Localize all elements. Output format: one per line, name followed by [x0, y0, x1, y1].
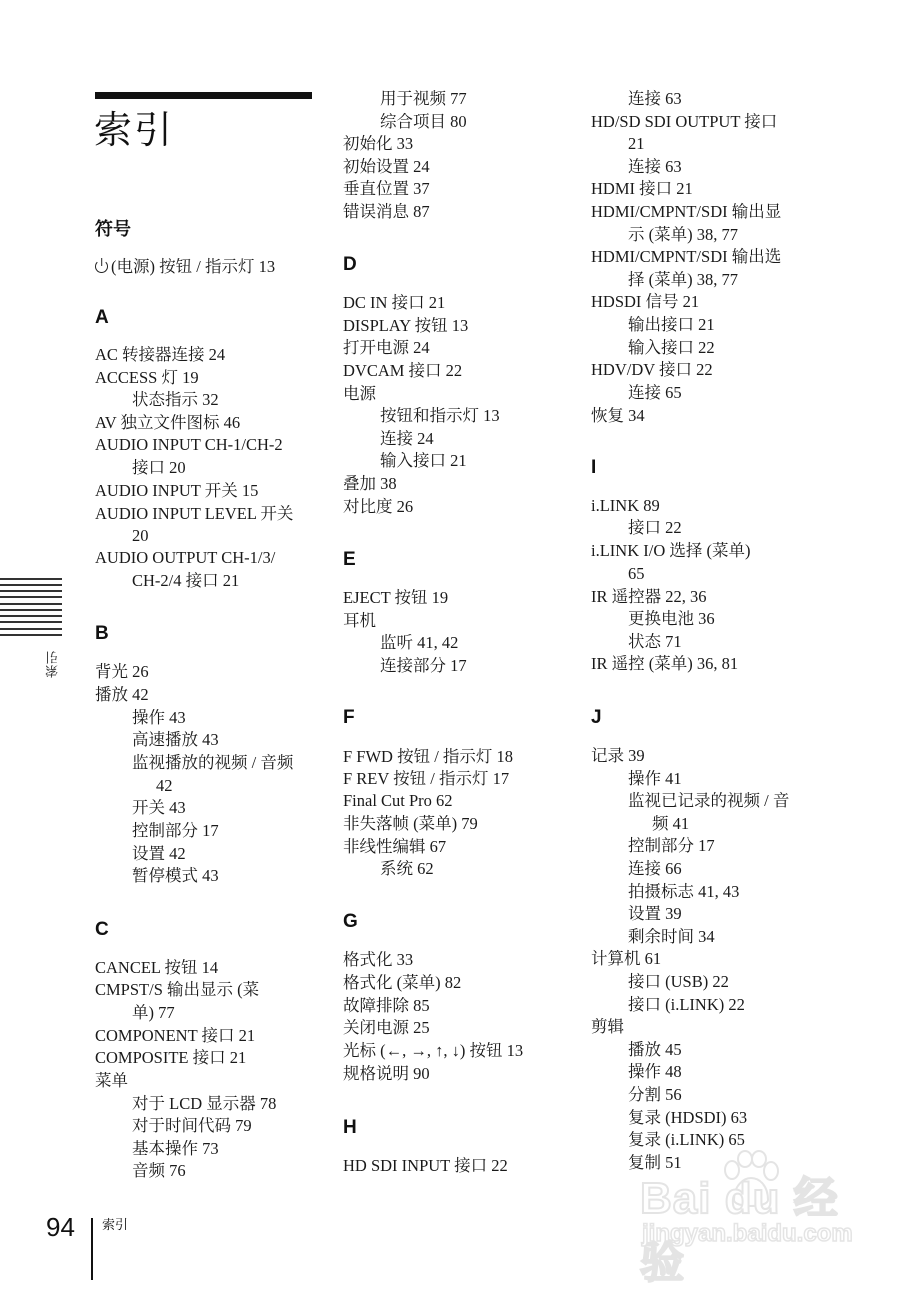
index-subentry	[628, 337, 715, 359]
entry-text: AC 转接器连接 24	[95, 345, 226, 364]
index-entry	[343, 201, 430, 223]
section-header: H	[343, 1117, 357, 1138]
entry-text: 操作 48	[628, 1062, 682, 1081]
index-subentry	[628, 1039, 682, 1061]
index-entry	[343, 610, 376, 632]
title-rule	[95, 92, 312, 99]
index-subentry	[628, 835, 715, 857]
index-subentry	[628, 1152, 682, 1174]
index-entry	[343, 133, 413, 155]
index-subentry	[380, 88, 467, 110]
index-subentry	[628, 269, 738, 291]
entry-text: HDSDI 信号 21	[591, 292, 700, 311]
entry-text: 状态指示 32	[132, 390, 219, 409]
index-entry	[343, 292, 445, 314]
section-header: I	[591, 457, 597, 478]
entry-text: 恢复 34	[591, 406, 645, 425]
entry-text: 用于视频 77	[380, 89, 467, 108]
index-subentry	[132, 843, 186, 865]
section-header: F	[343, 707, 355, 728]
entry-text: 状态 71	[628, 632, 682, 651]
entry-text: 输入接口 21	[380, 451, 467, 470]
index-entry	[95, 684, 149, 706]
index-subentry	[628, 903, 682, 925]
index-entry	[591, 745, 645, 767]
index-entry	[95, 979, 259, 1001]
index-entry	[95, 661, 149, 683]
entry-text: COMPOSITE 接口 21	[95, 1048, 247, 1067]
index-subentry	[628, 224, 738, 246]
index-entry	[95, 957, 218, 979]
index-entry	[591, 653, 738, 675]
entry-text: IR 遥控器 22, 36	[591, 587, 707, 606]
entry-text: AUDIO INPUT LEVEL 开关	[95, 504, 294, 523]
index-subentry	[628, 881, 739, 903]
entry-text: 设置 39	[628, 904, 682, 923]
entry-text: 连接 65	[628, 383, 682, 402]
entry-text: Final Cut Pro 62	[343, 791, 453, 810]
margin-tab-label: 索引	[46, 650, 61, 678]
index-entry	[343, 1063, 430, 1085]
index-subentry	[628, 1107, 747, 1129]
index-subentry	[380, 632, 458, 654]
entry-text: F FWD 按钮 / 指示灯 18	[343, 747, 514, 766]
index-entry	[343, 337, 430, 359]
entry-text: 菜单	[95, 1071, 128, 1090]
entry-text: 系统 62	[380, 859, 434, 878]
section-header: G	[343, 911, 358, 932]
entry-text: HDMI/CMPNT/SDI 输出选	[591, 247, 782, 266]
entry-text: 连接 66	[628, 859, 682, 878]
index-entry	[343, 1017, 430, 1039]
index-subentry	[628, 994, 745, 1016]
entry-text: HD SDI INPUT 接口 22	[343, 1156, 508, 1175]
margin-thumb-tab	[0, 578, 62, 638]
index-entry	[591, 948, 661, 970]
entry-text: 更换电池 36	[628, 609, 715, 628]
entry-text: IR 遥控 (菜单) 36, 81	[591, 654, 739, 673]
index-subentry	[628, 1084, 682, 1106]
entry-text: COMPONENT 接口 21	[95, 1026, 256, 1045]
index-subentry	[132, 389, 219, 411]
entry-text: 垂直位置 37	[343, 179, 430, 198]
entry-text: DISPLAY 按钮 13	[343, 316, 469, 335]
section-header: J	[591, 707, 602, 728]
index-entry	[343, 1040, 523, 1062]
entry-text: 初始化 33	[343, 134, 414, 153]
entry-text: DC IN 接口 21	[343, 293, 446, 312]
entry-text: 接口 (USB) 22	[628, 972, 729, 991]
index-subentry	[132, 457, 186, 479]
entry-text: 故障排除 85	[343, 996, 430, 1015]
index-subentry	[132, 1160, 186, 1182]
index-entry	[95, 1025, 255, 1047]
entry-text: 42	[156, 776, 173, 795]
index-entry	[95, 344, 225, 366]
index-entry	[95, 1047, 246, 1069]
index-entry	[591, 291, 699, 313]
entry-text: 开关 43	[132, 798, 186, 817]
index-entry	[343, 836, 446, 858]
index-entry	[343, 383, 376, 405]
entry-text: CMPST/S 输出显示 (菜	[95, 980, 260, 999]
index-entry	[343, 768, 509, 790]
entry-text: 输入接口 22	[628, 338, 715, 357]
entry-text: CH-2/4 接口 21	[132, 571, 240, 590]
index-entry	[343, 746, 513, 768]
entry-text: 连接 63	[628, 157, 682, 176]
entry-text: i.LINK I/O 选择 (菜单)	[591, 541, 751, 560]
entry-text: 择 (菜单) 38, 77	[628, 270, 738, 289]
index-subentry	[628, 1061, 682, 1083]
entry-text: 关闭电源 25	[343, 1018, 430, 1037]
index-subentry	[132, 797, 186, 819]
index-subentry	[628, 790, 789, 812]
entry-text: (电源) 按钮 / 指示灯 13	[111, 257, 276, 276]
index-subentry	[628, 133, 645, 155]
entry-text: 监听 41, 42	[380, 633, 459, 652]
watermark-url: jingyan.baidu.com	[642, 1220, 853, 1247]
index-subentry	[132, 525, 149, 547]
index-entry	[591, 246, 781, 268]
index-subentry	[132, 707, 186, 729]
entry-text: 耳机	[343, 611, 376, 630]
index-entry	[343, 496, 413, 518]
entry-text: 控制部分 17	[132, 821, 219, 840]
entry-text: 基本操作 73	[132, 1139, 219, 1158]
paw-logo-icon	[718, 1150, 782, 1210]
index-entry	[95, 1070, 128, 1092]
index-entry	[95, 480, 258, 502]
index-entry	[343, 949, 413, 971]
entry-text: 播放 45	[628, 1040, 682, 1059]
index-subentry	[380, 111, 467, 133]
index-entry	[591, 201, 781, 223]
index-subentry	[380, 450, 467, 472]
entry-text: ACCESS 灯 19	[95, 368, 199, 387]
index-subentry	[628, 563, 645, 585]
entry-text: 对比度 26	[343, 497, 414, 516]
entry-text: 操作 41	[628, 769, 682, 788]
index-entry	[343, 587, 448, 609]
section-header: A	[95, 307, 109, 328]
index-entry	[95, 367, 199, 389]
index-entry	[343, 315, 468, 337]
index-entry	[95, 547, 275, 569]
entry-text: AUDIO OUTPUT CH-1/3/	[95, 548, 276, 567]
index-entry	[591, 1016, 624, 1038]
index-entry	[343, 972, 461, 994]
entry-text: 单) 77	[132, 1003, 175, 1022]
index-entry	[95, 434, 283, 456]
index-entry	[343, 813, 478, 835]
index-entry	[591, 495, 660, 517]
index-subentry	[628, 156, 682, 178]
entry-text: 设置 42	[132, 844, 186, 863]
entry-text: CANCEL 按钮 14	[95, 958, 219, 977]
entry-text: AUDIO INPUT CH-1/CH-2	[95, 435, 283, 454]
entry-text: 背光 26	[95, 662, 149, 681]
entry-text: 电源	[343, 384, 376, 403]
entry-text: 操作 43	[132, 708, 186, 727]
entry-text: HD/SD SDI OUTPUT 接口	[591, 112, 778, 131]
footer-divider	[91, 1218, 93, 1280]
entry-text: 初始设置 24	[343, 157, 430, 176]
index-subentry	[132, 752, 293, 774]
index-subentry	[628, 768, 682, 790]
entry-text: HDMI 接口 21	[591, 179, 693, 198]
entry-text: 拍摄标志 41, 43	[628, 882, 740, 901]
section-header: 符号	[95, 219, 131, 240]
page-number: 94	[46, 1212, 75, 1242]
index-subentry	[132, 729, 219, 751]
index-entry	[591, 405, 645, 427]
entry-text: 20	[132, 526, 149, 545]
index-entry	[591, 540, 750, 562]
index-entry	[95, 503, 293, 525]
entry-text: 21	[628, 134, 645, 153]
entry-text: 打开电源 24	[343, 338, 430, 357]
index-subentry	[628, 382, 682, 404]
index-subentry	[380, 858, 434, 880]
entry-text: 接口 22	[628, 518, 682, 537]
entry-text: 暂停模式 43	[132, 866, 219, 885]
index-subentry	[628, 858, 682, 880]
entry-text: 计算机 61	[591, 949, 662, 968]
index-subentry	[380, 655, 467, 677]
index-subentry	[132, 1093, 276, 1115]
entry-text: HDV/DV 接口 22	[591, 360, 713, 379]
entry-text: 综合项目 80	[380, 112, 467, 131]
entry-text: 非失落帧 (菜单) 79	[343, 814, 478, 833]
index-entry	[591, 111, 777, 133]
section-header: D	[343, 254, 357, 275]
entry-text: i.LINK 89	[591, 496, 660, 515]
entry-text: 连接 63	[628, 89, 682, 108]
footer-section-label: 索引	[102, 1218, 129, 1233]
entry-text: 连接 24	[380, 429, 434, 448]
index-entry	[95, 412, 240, 434]
index-subentry	[628, 517, 682, 539]
index-entry	[343, 156, 430, 178]
index-entry	[343, 473, 397, 495]
entry-text: 叠加 38	[343, 474, 397, 493]
entry-text: 频 41	[652, 814, 690, 833]
section-header: E	[343, 549, 356, 570]
index-subentry	[628, 926, 715, 948]
section-header: C	[95, 919, 109, 940]
index-subentry	[132, 865, 219, 887]
page-title: 索引	[94, 108, 175, 152]
entry-text: AUDIO INPUT 开关 15	[95, 481, 259, 500]
index-entry	[95, 256, 275, 278]
index-entry	[343, 995, 430, 1017]
entry-text: 剩余时间 34	[628, 927, 715, 946]
index-subentry	[132, 1115, 252, 1137]
entry-text: 监视已记录的视频 / 音	[628, 791, 790, 810]
entry-text: 格式化 (菜单) 82	[343, 973, 462, 992]
entry-text: 复录 (i.LINK) 65	[628, 1130, 745, 1149]
index-entry	[591, 178, 693, 200]
index-subentry	[132, 1002, 175, 1024]
entry-text: 控制部分 17	[628, 836, 715, 855]
index-entry	[343, 1155, 508, 1177]
entry-text: 分割 56	[628, 1085, 682, 1104]
entry-text: 复录 (HDSDI) 63	[628, 1108, 748, 1127]
index-entry	[591, 359, 713, 381]
index-subentry	[132, 1138, 219, 1160]
entry-text: 65	[628, 564, 645, 583]
section-header: B	[95, 623, 109, 644]
entry-text: 接口 (i.LINK) 22	[628, 995, 745, 1014]
entry-text: 输出接口 21	[628, 315, 715, 334]
entry-text: 错误消息 87	[343, 202, 430, 221]
index-subentry	[628, 88, 682, 110]
entry-text: 播放 42	[95, 685, 149, 704]
entry-text: 示 (菜单) 38, 77	[628, 225, 738, 244]
entry-text: 对于 LCD 显示器 78	[132, 1094, 277, 1113]
entry-text: 监视播放的视频 / 音频	[132, 753, 294, 772]
entry-text: 对于时间代码 79	[132, 1116, 252, 1135]
entry-text: 光标 (←, →, ↑, ↓) 按钮 13	[343, 1041, 524, 1060]
entry-text: HDMI/CMPNT/SDI 输出显	[591, 202, 782, 221]
index-subentry	[628, 1129, 745, 1151]
index-subentry	[628, 608, 715, 630]
entry-text: 非线性编辑 67	[343, 837, 447, 856]
entry-text: AV 独立文件图标 46	[95, 413, 241, 432]
index-subentry	[380, 405, 500, 427]
entry-text: EJECT 按钮 19	[343, 588, 449, 607]
index-subentry	[380, 428, 434, 450]
index-subentry	[628, 631, 682, 653]
entry-text: F REV 按钮 / 指示灯 17	[343, 769, 510, 788]
index-subentry	[652, 813, 689, 835]
index-subentry	[156, 775, 173, 797]
entry-text: 高速播放 43	[132, 730, 219, 749]
index-entry	[343, 790, 453, 812]
entry-text: 复制 51	[628, 1153, 682, 1172]
watermark-brand: Bai du 经验	[640, 1174, 839, 1287]
power-icon	[95, 260, 108, 273]
index-subentry	[628, 314, 715, 336]
index-subentry	[628, 971, 729, 993]
entry-text: 剪辑	[591, 1017, 624, 1036]
index-entry	[343, 360, 462, 382]
index-entry	[343, 178, 430, 200]
entry-text: DVCAM 接口 22	[343, 361, 463, 380]
entry-text: 规格说明 90	[343, 1064, 430, 1083]
entry-text: 按钮和指示灯 13	[380, 406, 500, 425]
index-subentry	[132, 570, 239, 592]
entry-text: 接口 20	[132, 458, 186, 477]
entry-text: 格式化 33	[343, 950, 414, 969]
entry-text: 连接部分 17	[380, 656, 467, 675]
index-entry	[591, 586, 707, 608]
entry-text: 音频 76	[132, 1161, 186, 1180]
entry-text: 记录 39	[591, 746, 645, 765]
index-subentry	[132, 820, 219, 842]
